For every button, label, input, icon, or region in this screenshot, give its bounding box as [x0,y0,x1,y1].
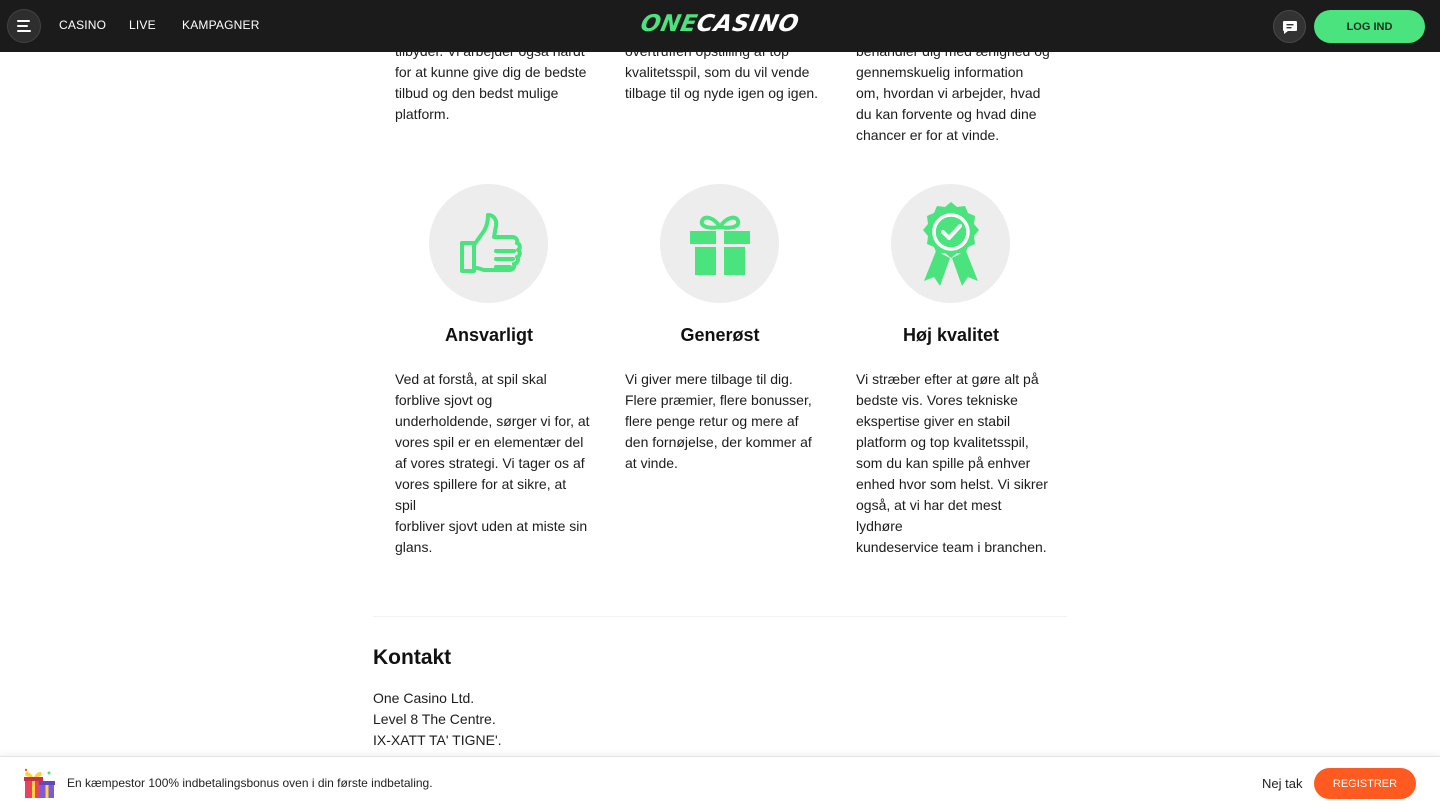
description-line: kundeservice team i branchen. [856,539,1047,555]
description-line: af vores strategi. Vi tager os af [395,455,585,471]
description-line: vores spil er en elementær del [395,434,584,450]
contact-address-line: IX-XATT TA' TIGNE'. [373,732,502,748]
description-line: Flere præmier, flere bonusser, [625,392,812,408]
feature-description-responsible [395,369,590,558]
contact-company: One Casino Ltd. [373,690,475,706]
nav-link-live[interactable]: LIVE [129,18,156,32]
logo-part-one: ONE [638,11,700,37]
intro-col2-line: tilbage til og nyde igen og igen. [625,85,819,101]
onecasino-logo[interactable] [640,11,800,37]
description-line: vores spillere for at sikre, at spil [395,476,567,513]
description-line: flere penge retur og mere af [625,413,799,429]
chat-button[interactable] [1273,10,1306,43]
feature-icon-circle [429,184,548,303]
logo-part-casino: CASINO [694,11,802,37]
gift-box-icon [685,209,755,279]
nav-link-kampagner[interactable]: KAMPAGNER [182,18,260,32]
bonus-text: En kæmpestor 100% indbetalingsbonus oven i din første indbetaling. [67,776,433,790]
gift-present-icon [22,767,56,801]
intro-col3-line: du kan forvente og hvad dine [856,106,1037,122]
intro-col1-text [395,41,590,125]
menu-button[interactable] [7,9,41,43]
intro-col1-line: platform. [395,106,450,122]
description-line: som du kan spille på enhver [856,455,1031,471]
contact-address-line: Level 8 The Centre. [373,711,496,727]
description-line: glans. [395,539,433,555]
description-line: den fornøjelse, der kommer af [625,434,812,450]
description-line: bedste vis. Vores tekniske [856,392,1018,408]
feature-description-generous [625,369,820,474]
intro-col1-line: tilbud og den bedst mulige [395,85,559,101]
section-divider [373,616,1067,617]
top-header [0,0,1440,52]
feature-description-quality [856,369,1051,558]
description-line: Vi stræber efter at gøre alt på [856,371,1039,387]
register-button[interactable]: REGISTRER [1314,768,1416,799]
intro-col3-line: chancer er for at vinde. [856,127,1000,143]
feature-title-quality: Høj kvalitet [902,325,1000,345]
description-line: Ved at forstå, at spil skal [395,371,547,387]
intro-col3-text [856,41,1051,146]
award-badge-icon [916,199,986,289]
nav-link-casino[interactable]: CASINO [59,18,107,32]
dismiss-bonus-link[interactable]: Nej tak [1262,776,1303,791]
description-line: platform og top kvalitetsspil, [856,434,1029,450]
login-button[interactable]: LOG IND [1314,10,1425,43]
description-line: underholdende, sørger vi for, at [395,413,590,429]
feature-icon-circle [660,184,779,303]
description-line: forblive sjovt og [395,392,493,408]
intro-col1-line: for at kunne give dig de bedste [395,64,587,80]
bonus-banner [0,756,1440,810]
description-line: ekspertise giver en stabil [856,413,1011,429]
description-line: forbliver sjovt uden at miste sin [395,518,588,534]
description-line: Vi giver mere tilbage til dig. [625,371,793,387]
thumbs-up-icon [454,209,524,279]
hamburger-menu-icon [16,19,32,33]
feature-icon-circle [891,184,1010,303]
intro-col2-line: kvalitetsspil, som du vil vende [625,64,810,80]
intro-col3-line: om, hvordan vi arbejder, hvad [856,85,1041,101]
feature-title-responsible: Ansvarligt [444,325,534,345]
description-line: enhed hvor som helst. Vi sikrer [856,476,1048,492]
feature-title-generous: Generøst [680,325,760,345]
description-line: at vinde. [625,455,678,471]
chat-bubble-icon [1282,19,1298,35]
intro-col3-line: gennemskuelig information [856,64,1024,80]
contact-title: Kontakt [373,646,452,669]
description-line: også, at vi har det mest lydhøre [856,497,1002,534]
